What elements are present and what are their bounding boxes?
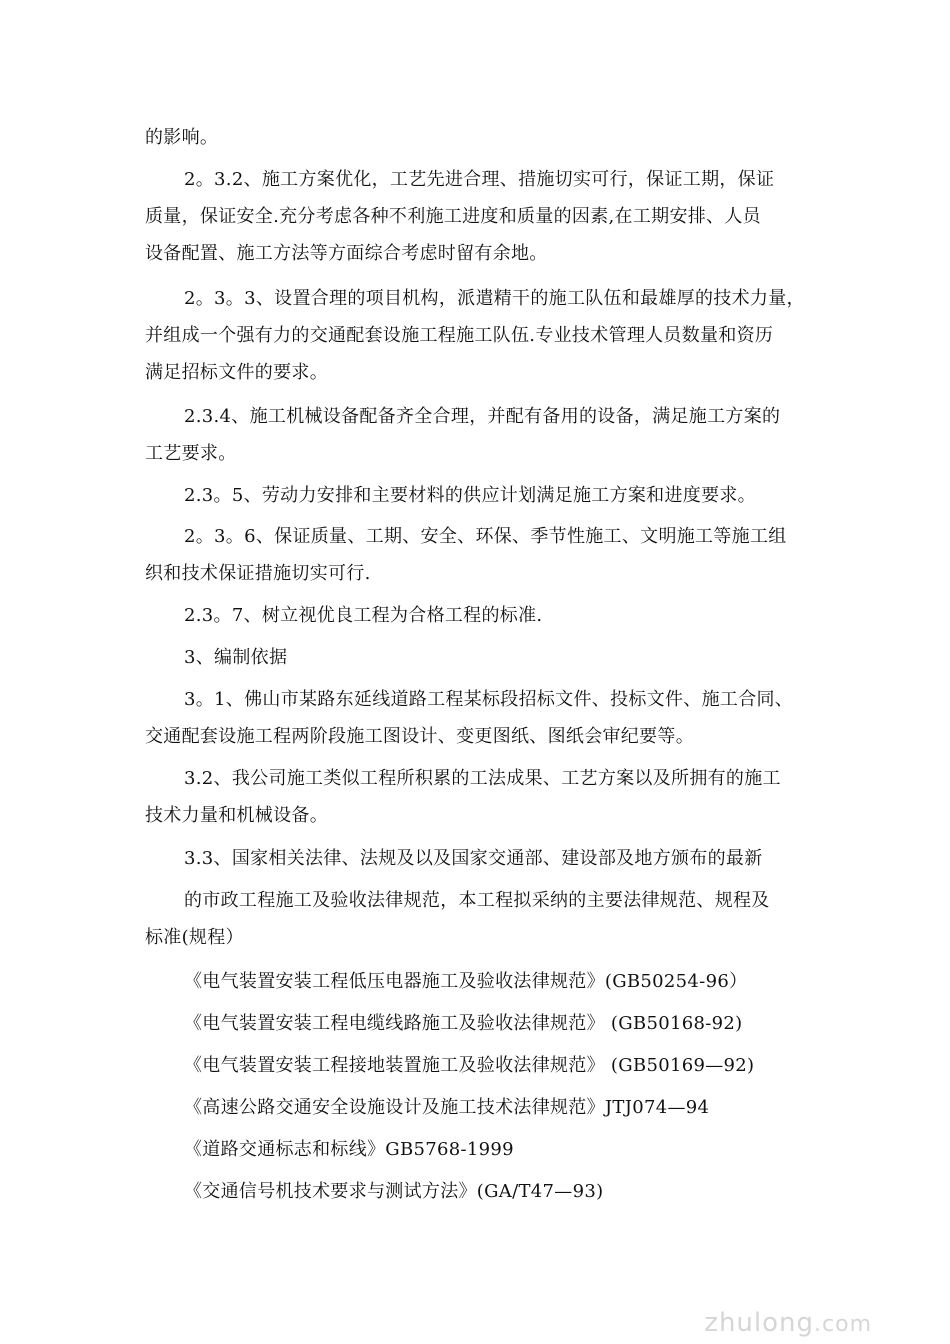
standard-citation: 《道路交通标志和标线》GB5768-1999	[184, 1139, 514, 1160]
section-2-3-3: 2。3。3、设置合理的项目机构，派遣精干的施工队伍和最雄厚的技术力量，	[184, 288, 805, 309]
paragraph-line: 工艺要求。	[145, 443, 237, 464]
standard-citation: 《电气装置安装工程电缆线路施工及验收法律规范》 (GB50168-92)	[184, 1013, 743, 1034]
section-3-2: 3.2、我公司施工类似工程所积累的工法成果、工艺方案以及所拥有的施工	[184, 768, 781, 789]
section-2-3-5: 2.3。5、劳动力安排和主要材料的供应计划满足施工方案和进度要求。	[184, 485, 756, 506]
paragraph-line: 质量，保证安全.充分考虑各种不利施工进度和质量的因素,在工期安排、人员	[145, 206, 761, 227]
heading-compilation-basis: 3、编制依据	[184, 647, 288, 668]
standard-citation: 《交通信号机技术要求与测试方法》(GA/T47—93)	[184, 1181, 604, 1202]
standard-citation: 《高速公路交通安全设施设计及施工技术法律规范》JTJ074—94	[184, 1097, 710, 1118]
paragraph-line: 标准(规程）	[145, 927, 244, 948]
paragraph-line: 技术力量和机械设备。	[145, 805, 328, 826]
paragraph-line: 的市政工程施工及验收法律规范，本工程拟采纳的主要法律规范、规程及	[184, 890, 770, 911]
watermark-logo	[704, 1308, 872, 1338]
paragraph-line: 的影响。	[145, 127, 219, 148]
paragraph-line: 织和技术保证措施切实可行.	[145, 563, 371, 584]
section-2-3-4: 2.3.4、施工机械设备配备齐全合理，并配有备用的设备，满足施工方案的	[184, 406, 781, 427]
section-3-3: 3.3、国家相关法律、法规及以及国家交通部、建设部及地方颁布的最新	[184, 848, 763, 869]
paragraph-line: 满足招标文件的要求。	[145, 362, 328, 383]
paragraph-line: 交通配套设施工程两阶段施工图设计、变更图纸、图纸会审纪要等。	[145, 726, 694, 747]
section-3-1: 3。1、佛山市某路东延线道路工程某标段招标文件、投标文件、施工合同、	[184, 689, 794, 710]
standard-citation: 《电气装置安装工程低压电器施工及验收法律规范》(GB50254-96）	[184, 971, 748, 992]
watermark-text: zhulong	[704, 1308, 815, 1338]
paragraph-line: 并组成一个强有力的交通配套设施工程施工队伍.专业技术管理人员数量和资历	[145, 325, 774, 346]
section-2-3-2: 2。3.2、施工方案优化，工艺先进合理、措施切实可行，保证工期，保证	[184, 169, 775, 190]
paragraph-line: 设备配置、施工方法等方面综合考虑时留有余地。	[145, 243, 548, 264]
section-2-3-7: 2.3。7、树立视优良工程为合格工程的标准.	[184, 605, 543, 626]
standard-citation: 《电气装置安装工程接地装置施工及验收法律规范》 (GB50169—92)	[184, 1055, 755, 1076]
watermark-tld: .com	[814, 1312, 872, 1337]
section-2-3-6: 2。3。6、保证质量、工期、安全、环保、季节性施工、文明施工等施工组	[184, 526, 787, 547]
